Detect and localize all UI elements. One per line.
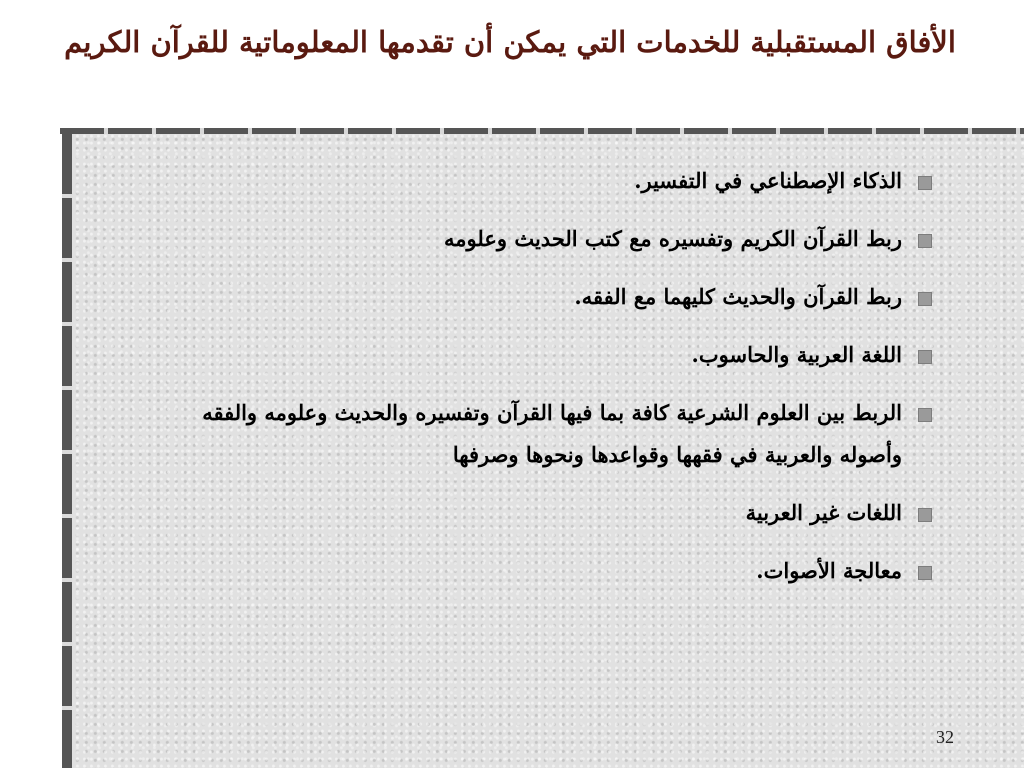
square-bullet-icon	[918, 566, 932, 580]
square-bullet-icon	[918, 176, 932, 190]
list-item	[192, 218, 932, 260]
square-bullet-icon	[918, 292, 932, 306]
square-bullet-icon	[918, 508, 932, 522]
list-item	[192, 492, 932, 534]
list-item-text: اللغات غير العربية	[745, 500, 902, 525]
list-item-text: اللغة العربية والحاسوب.	[691, 342, 902, 367]
list-item	[192, 392, 932, 476]
list-item	[192, 160, 932, 202]
bullet-list	[192, 160, 932, 608]
list-item	[192, 334, 932, 376]
list-item-text: معالجة الأصوات.	[756, 558, 902, 583]
list-item	[192, 550, 932, 592]
list-item-text: الذكاء الإصطناعي في التفسير.	[634, 168, 902, 193]
list-item-text: ربط القرآن والحديث كليهما مع الفقه.	[574, 284, 902, 309]
list-item-text: ربط القرآن الكريم وتفسيره مع كتب الحديث وعلومه	[444, 226, 902, 251]
square-bullet-icon	[918, 234, 932, 248]
left-border	[62, 134, 72, 768]
list-item-text: الربط بين العلوم الشرعية كافة بما فيها القرآن وتفسيره والحديث وعلومه والفقه وأصوله والعربية في فقهها وقواعدها ونحوها وصرفها	[202, 400, 902, 467]
square-bullet-icon	[918, 408, 932, 422]
slide-title: الأفاق المستقبلية للخدمات التي يمكن أن تقدمها المعلوماتية للقرآن الكريم	[64, 25, 956, 59]
square-bullet-icon	[918, 350, 932, 364]
content-panel	[62, 134, 1024, 768]
list-item	[192, 276, 932, 318]
page-number: 32	[936, 727, 954, 747]
